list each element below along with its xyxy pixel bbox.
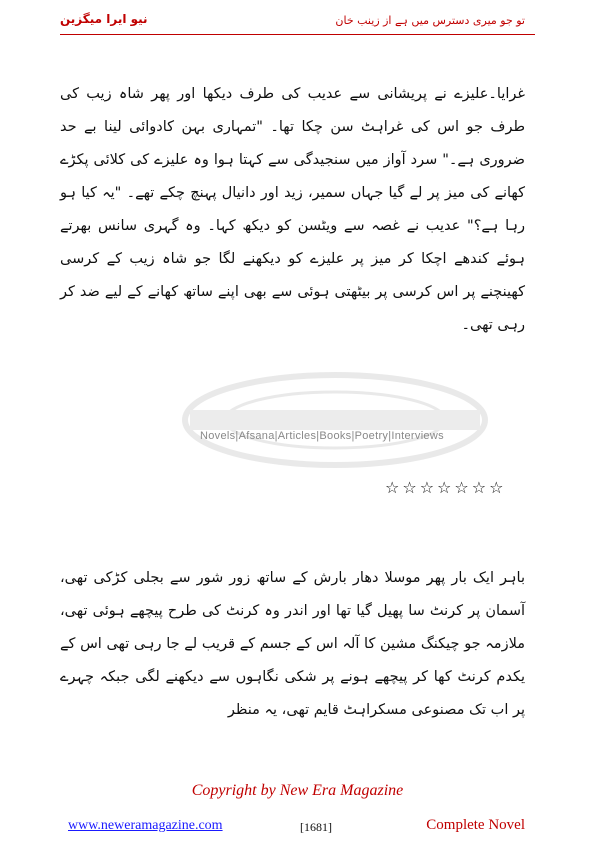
page-number: [1681] [300,820,332,834]
magazine-title: نیو ایرا میگزین [60,12,148,26]
copyright-notice: Copyright by New Era Magazine [191,782,404,799]
paragraph-2: باہر ایک بار پھر موسلا دھار بارش کے ساتھ زور شور سے بجلی کڑکی تھی، آسمان پر کرنٹ سا پھیل گیا تھا اور اندر وہ کرنٹ کی طرح پیچھے ہوئی تھی، ملازمہ جو چیکنگ مشین کا آلہ اس کے جسم کے قریب لے جا رہی تھی اس کے یکدم کرنٹ کھا کر پیچھے ہونے پر شکی نگاہوں سے دیکھنے لگی جبکہ چہرے پر اب تک مصنوعی مسکراہٹ قایم تھی، یہ منظر [60,570,525,718]
header-divider [60,34,535,35]
website-link[interactable]: www.neweramagazine.com [68,818,223,833]
footer-label: Complete Novel [426,817,525,833]
paragraph-1: غرایا۔علیزے نے پریشانی سے عدیب کی طرف دیکھا اور پھر شاہ زیب کی طرف جو اس کی غراہٹ سن چکا تھا۔ "تمہاری بہن کادوائی لینا بے حد ضروری ہے۔" سرد آواز میں سنجیدگی سے کہتا ہوا وہ علیزے کی کلائی پکڑے کھانے کی میز پر لے گیا جہاں سمیر، زید اور دانیال پہنچ چکے تھے۔ "یہ کیا ہو رہا ہے؟" عدیب نے غصہ سے ویٹسن کو دیکھ کہا۔ وہ گہری سانس بھرتے ہوئے کندھے اچکا کر میز پر علیزے کو دیکھنے لگا جو شاہ زیب کے کرسی کھینچنے پر اس کرسی پر بیٹھتی ہوئی سے بھی اپنے ساتھ کھانے کے لیے ضد کر رہی تھی۔ [60,86,525,333]
section-divider: ☆☆☆☆☆☆☆ [385,478,507,497]
watermark-tagline: Novels|Afsana|Articles|Books|Poetry|Interviews [200,430,444,442]
watermark-logo [170,360,500,490]
novel-title: تو جو میری دسترس میں ہے از زینب خان [335,14,525,27]
